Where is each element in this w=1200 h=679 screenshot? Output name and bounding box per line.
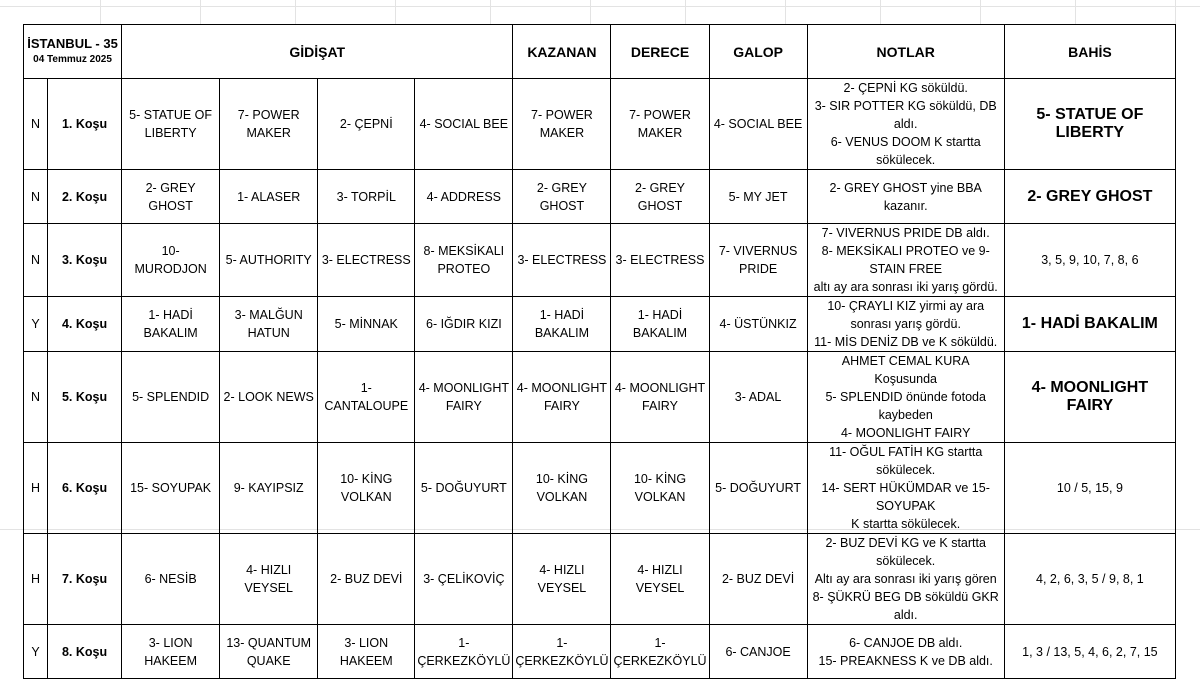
header-row — [24, 25, 1176, 79]
table-row — [24, 79, 1176, 170]
galop-cell: 7- VIVERNUS PRIDE — [709, 224, 807, 297]
note-line: 11- OĞUL FATİH KG startta sökülecek. — [829, 445, 983, 477]
kazanan-cell: 7- POWER MAKER — [513, 79, 611, 170]
note-line: 2- ÇEPNİ KG söküldü. — [843, 81, 968, 95]
note-line: 8- MEKSİKALI PROTEO ve 9- STAIN FREE — [821, 244, 990, 276]
gidisat-cell: 1- HADİ BAKALIM — [122, 297, 220, 352]
track-condition-cell: N — [24, 352, 48, 443]
kazanan-cell: 2- GREY GHOST — [513, 170, 611, 224]
gidisat-cell: 4- ADDRESS — [415, 170, 513, 224]
table-row — [24, 297, 1176, 352]
gidisat-cell: 6- NESİB — [122, 534, 220, 625]
gidisat-cell: 4- MOONLIGHT FAIRY — [415, 352, 513, 443]
notes-cell — [807, 79, 1004, 170]
gidisat-cell: 6- IĞDIR KIZI — [415, 297, 513, 352]
note-line: 6- CANJOE DB aldı. — [849, 635, 963, 650]
gidisat-cell: 1- ÇERKEZKÖYLÜ — [415, 625, 513, 679]
date-label: 04 Temmuz 2025 — [33, 53, 112, 65]
note-line: 15- PREAKNESS K ve DB aldı. — [818, 653, 993, 668]
kazanan-cell: 1- ÇERKEZKÖYLÜ — [513, 625, 611, 679]
derece-cell: 7- POWER MAKER — [611, 79, 709, 170]
bahis-cell: 2- GREY GHOST — [1004, 170, 1175, 224]
gidisat-cell: 2- BUZ DEVİ — [318, 534, 415, 625]
galop-cell: 3- ADAL — [709, 352, 807, 443]
kazanan-cell: 10- KİNG VOLKAN — [513, 443, 611, 534]
notes-cell — [807, 170, 1004, 224]
derece-cell: 4- HIZLI VEYSEL — [611, 534, 709, 625]
race-number-cell: 7. Koşu — [48, 534, 122, 625]
track-condition-cell: H — [24, 534, 48, 625]
derece-cell: 2- GREY GHOST — [611, 170, 709, 224]
gidisat-cell: 4- SOCIAL BEE — [415, 79, 513, 170]
gidisat-cell: 13- QUANTUM QUAKE — [220, 625, 318, 679]
note-line: 11- MİS DENİZ DB ve K söküldü. — [814, 335, 998, 349]
note-line: Altı ay ara sonrası iki yarış gören — [814, 572, 997, 586]
kazanan-cell: 3- ELECTRESS — [513, 224, 611, 297]
galop-cell: 5- DOĞUYURT — [709, 443, 807, 534]
derece-cell: 3- ELECTRESS — [611, 224, 709, 297]
table-row — [24, 534, 1176, 625]
table-row — [24, 625, 1176, 679]
race-number-cell: 6. Koşu — [48, 443, 122, 534]
header-bahis: BAHİS — [1004, 25, 1175, 79]
gidisat-cell: 3- MALĞUN HATUN — [220, 297, 318, 352]
race-number-cell: 8. Koşu — [48, 625, 122, 679]
galop-cell: 5- MY JET — [709, 170, 807, 224]
table-row — [24, 224, 1176, 297]
gidisat-cell: 5- STATUE OF LIBERTY — [122, 79, 220, 170]
gidisat-cell: 9- KAYIPSIZ — [220, 443, 318, 534]
track-condition-cell: N — [24, 170, 48, 224]
gidisat-cell: 4- HIZLI VEYSEL — [220, 534, 318, 625]
note-line: 3- SIR POTTER KG söküldü, DB aldı. — [814, 99, 997, 131]
gidisat-cell: 5- DOĞUYURT — [415, 443, 513, 534]
gidisat-cell: 10- KİNG VOLKAN — [318, 443, 415, 534]
gidisat-cell: 15- SOYUPAK — [122, 443, 220, 534]
header-city-date — [24, 25, 122, 79]
track-condition-cell: N — [24, 224, 48, 297]
kazanan-cell: 4- HIZLI VEYSEL — [513, 534, 611, 625]
gidisat-cell: 5- SPLENDID — [122, 352, 220, 443]
note-line: 2- GREY GHOST yine BBA kazanır. — [829, 180, 982, 213]
derece-cell: 4- MOONLIGHT FAIRY — [611, 352, 709, 443]
notes-cell — [807, 534, 1004, 625]
table-row — [24, 352, 1176, 443]
bahis-cell: 10 / 5, 15, 9 — [1004, 443, 1175, 534]
note-line: 7- VIVERNUS PRIDE DB aldı. — [821, 226, 990, 240]
gidisat-cell: 3- LION HAKEEM — [122, 625, 220, 679]
note-line: 14- SERT HÜKÜMDAR ve 15- SOYUPAK — [821, 481, 990, 513]
notes-cell — [807, 352, 1004, 443]
bahis-cell: 1, 3 / 13, 5, 4, 6, 2, 7, 15 — [1004, 625, 1175, 679]
note-line: 6- VENUS DOOM K startta sökülecek. — [830, 135, 981, 167]
city-label: İSTANBUL - 35 — [27, 35, 118, 51]
table-row — [24, 170, 1176, 224]
track-condition-cell: Y — [24, 297, 48, 352]
gidisat-cell: 3- LION HAKEEM — [318, 625, 415, 679]
note-line: altı ay ara sonrası iki yarış gördü. — [813, 280, 998, 294]
gidisat-cell: 7- POWER MAKER — [220, 79, 318, 170]
race-number-cell: 5. Koşu — [48, 352, 122, 443]
gidisat-cell: 3- TORPİL — [318, 170, 415, 224]
notes-cell — [807, 224, 1004, 297]
header-notlar: NOTLAR — [807, 25, 1004, 79]
galop-cell: 4- SOCIAL BEE — [709, 79, 807, 170]
bahis-cell: 5- STATUE OF LIBERTY — [1004, 79, 1175, 170]
gidisat-cell: 5- AUTHORITY — [220, 224, 318, 297]
notes-cell — [807, 625, 1004, 679]
note-line: K startta sökülecek. — [851, 517, 961, 531]
note-line: 4- MOONLIGHT FAIRY — [840, 426, 971, 440]
track-condition-cell: N — [24, 79, 48, 170]
galop-cell: 6- CANJOE — [709, 625, 807, 679]
kazanan-cell: 1- HADİ BAKALIM — [513, 297, 611, 352]
derece-cell: 1- ÇERKEZKÖYLÜ — [611, 625, 709, 679]
gidisat-cell: 2- GREY GHOST — [122, 170, 220, 224]
gidisat-cell: 2- LOOK NEWS — [220, 352, 318, 443]
bahis-cell: 4- MOONLIGHT FAIRY — [1004, 352, 1175, 443]
header-galop: GALOP — [709, 25, 807, 79]
note-line: 2- BUZ DEVİ KG ve K startta sökülecek. — [825, 536, 986, 568]
race-number-cell: 4. Koşu — [48, 297, 122, 352]
derece-cell: 1- HADİ BAKALIM — [611, 297, 709, 352]
gidisat-cell: 3- ELECTRESS — [318, 224, 415, 297]
gidisat-cell: 1- ALASER — [220, 170, 318, 224]
table-row — [24, 443, 1176, 534]
gidisat-cell: 5- MİNNAK — [318, 297, 415, 352]
header-kazanan: KAZANAN — [513, 25, 611, 79]
note-line: 8- ŞÜKRÜ BEG DB söküldü GKR aldı. — [812, 590, 999, 622]
note-line: 10- ÇRAYLI KIZ yirmi ay ara sonrası yarış gördü. — [827, 299, 985, 331]
bahis-cell: 3, 5, 9, 10, 7, 8, 6 — [1004, 224, 1175, 297]
track-condition-cell: Y — [24, 625, 48, 679]
race-number-cell: 1. Koşu — [48, 79, 122, 170]
bahis-cell: 4, 2, 6, 3, 5 / 9, 8, 1 — [1004, 534, 1175, 625]
header-derece: DERECE — [611, 25, 709, 79]
race-number-cell: 2. Koşu — [48, 170, 122, 224]
race-number-cell: 3. Koşu — [48, 224, 122, 297]
gidisat-cell: 2- ÇEPNİ — [318, 79, 415, 170]
header-gidisat: GİDİŞAT — [122, 25, 513, 79]
bahis-cell: 1- HADİ BAKALIM — [1004, 297, 1175, 352]
galop-cell: 4- ÜSTÜNKIZ — [709, 297, 807, 352]
derece-cell: 10- KİNG VOLKAN — [611, 443, 709, 534]
gidisat-cell: 3- ÇELİKOVİÇ — [415, 534, 513, 625]
note-line: AHMET CEMAL KURA Koşusunda — [841, 354, 970, 386]
gidisat-cell: 1- CANTALOUPE — [318, 352, 415, 443]
gidisat-cell: 8- MEKSİKALI PROTEO — [415, 224, 513, 297]
notes-cell — [807, 443, 1004, 534]
gidisat-cell: 10- MURODJON — [122, 224, 220, 297]
race-program-table — [23, 24, 1176, 679]
galop-cell: 2- BUZ DEVİ — [709, 534, 807, 625]
note-line: 5- SPLENDID önünde fotoda kaybeden — [825, 390, 986, 422]
notes-cell — [807, 297, 1004, 352]
kazanan-cell: 4- MOONLIGHT FAIRY — [513, 352, 611, 443]
track-condition-cell: H — [24, 443, 48, 534]
